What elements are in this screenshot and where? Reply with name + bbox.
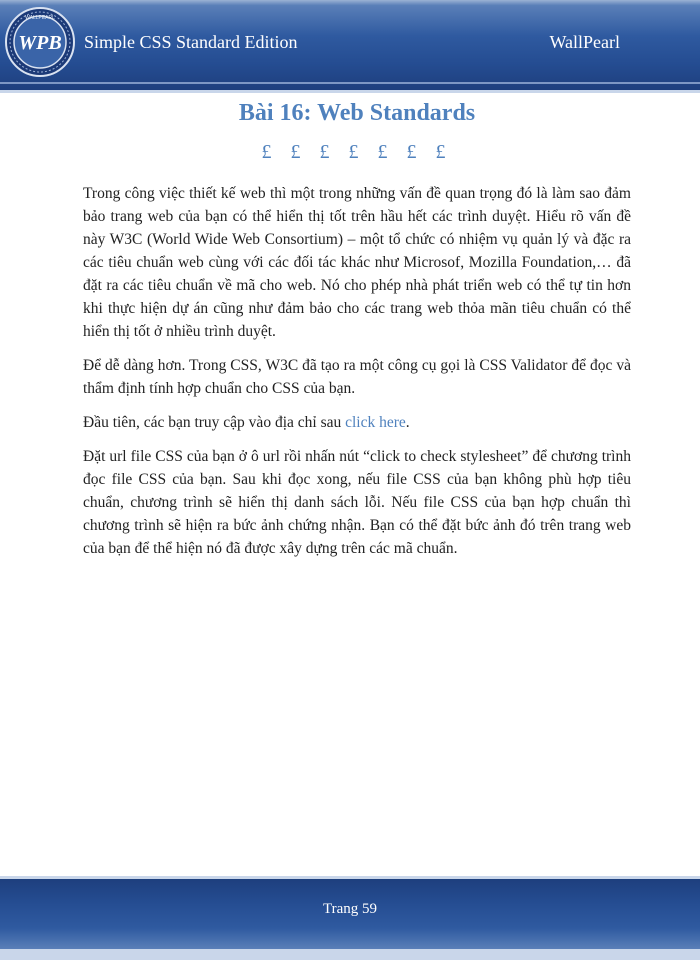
decorative-ornament: £ £ £ £ £ £ £ [261, 141, 453, 163]
article-body [83, 96, 631, 571]
page-header [0, 0, 700, 93]
logo-text: WPB [18, 32, 62, 54]
header-divider [0, 82, 700, 84]
access-suffix: . [405, 414, 410, 431]
paragraph-instructions: Đặt url file CSS của bạn ở ô url rồi nhấn nút “click to check stylesheet” để chương trình đọc file CSS của bạn. Sau khi đọc xong, nếu file CSS của bạn không phù hợp tiêu chuẩn, chương trình sẽ hiển thị danh sách lỗi. Nếu file CSS của bạn hợp chuẩn thì chương trình sẽ hiện ra bức ảnh chứng nhận. Bạn có thể đặt bức ảnh đó trên trang web của bạn để thể hiện nó đã được xây dựng trên các mã chuẩn. [83, 448, 631, 557]
page-footer [0, 876, 700, 949]
logo-ring-text: WALLPEARL [25, 15, 55, 21]
wallpearl-logo [4, 6, 76, 78]
paragraph-access [83, 411, 631, 434]
page-number: Trang 59 [322, 901, 378, 917]
lesson-title: Bài 16: Web Standards [238, 100, 476, 126]
brand-name: WallPearl [549, 32, 620, 52]
document-title: Simple CSS Standard Edition [84, 32, 298, 52]
click-here-link[interactable]: click here [345, 414, 406, 431]
access-text: Đầu tiên, các bạn truy cập vào địa chỉ sau [83, 414, 346, 431]
footer-edge [0, 949, 700, 960]
paragraph-intro: Trong công việc thiết kế web thì một trong những vấn đề quan trọng đó là làm sao đảm bảo trang web của bạn có thể hiển thị tốt trên hầu hết các trình duyệt. Hiểu rõ vấn đề này W3C (World Wide Web Consortium) – một tổ chức có nhiệm vụ quản lý và đặc ra các tiêu chuẩn web cùng với các đối tác khác như Microsof, Mozilla Foundation,… đã đặt ra các tiêu chuẩn về mã cho web. Nó cho phép nhà phát triển web có thể tự tin hơn khi thực hiện dự án cũng như đảm bảo cho các trang web thỏa mãn tiêu chuẩn có thể hiển thị tốt ở nhiều trình duyệt. [83, 185, 631, 340]
paragraph-validator: Để dễ dàng hơn. Trong CSS, W3C đã tạo ra một công cụ gọi là CSS Validator để đọc và thẩm định tính hợp chuẩn cho CSS của bạn. [83, 357, 631, 397]
